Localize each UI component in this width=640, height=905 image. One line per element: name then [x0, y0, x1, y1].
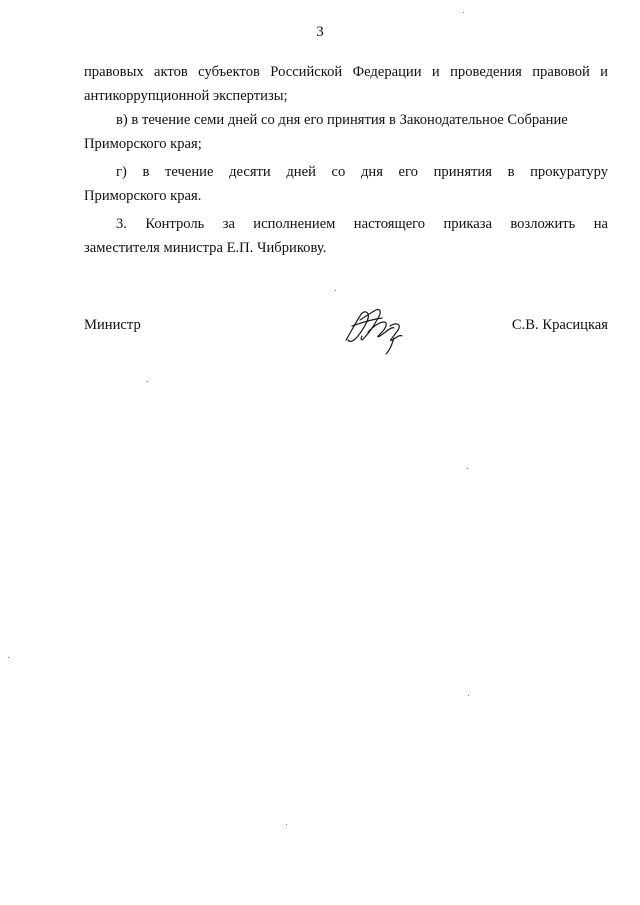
item-3-line-1: 3. Контроль за исполнением настоящего приказа возложить на [116, 216, 608, 232]
body-line-1: правовых актов субъектов Российской Федерации и проведения правовой и [84, 64, 608, 80]
handwritten-signature-icon [338, 296, 418, 358]
scan-speck [147, 381, 148, 382]
scan-speck [286, 824, 287, 825]
signatory-name: С.В. Красицкая [511, 317, 608, 333]
scan-speck [468, 695, 469, 696]
page-number: 3 [316, 24, 324, 40]
item-v-line-2: Приморского края; [84, 136, 202, 152]
scan-speck [463, 12, 464, 13]
scan-speck [8, 657, 9, 658]
body-line-2: антикоррупционной экспертизы; [84, 88, 288, 104]
item-v-line-1: в) в течение семи дней со дня его принятия в Законодательное Собрание [116, 112, 568, 128]
scan-speck [335, 290, 336, 291]
scan-speck [467, 468, 468, 469]
signatory-title: Министр [84, 317, 141, 333]
item-g-line-1: г) в течение десяти дней со дня его принятия в прокуратуру [116, 164, 608, 180]
item-g-line-2: Приморского края. [84, 188, 202, 204]
item-3-line-2: заместителя министра Е.П. Чибрикову. [84, 240, 327, 256]
